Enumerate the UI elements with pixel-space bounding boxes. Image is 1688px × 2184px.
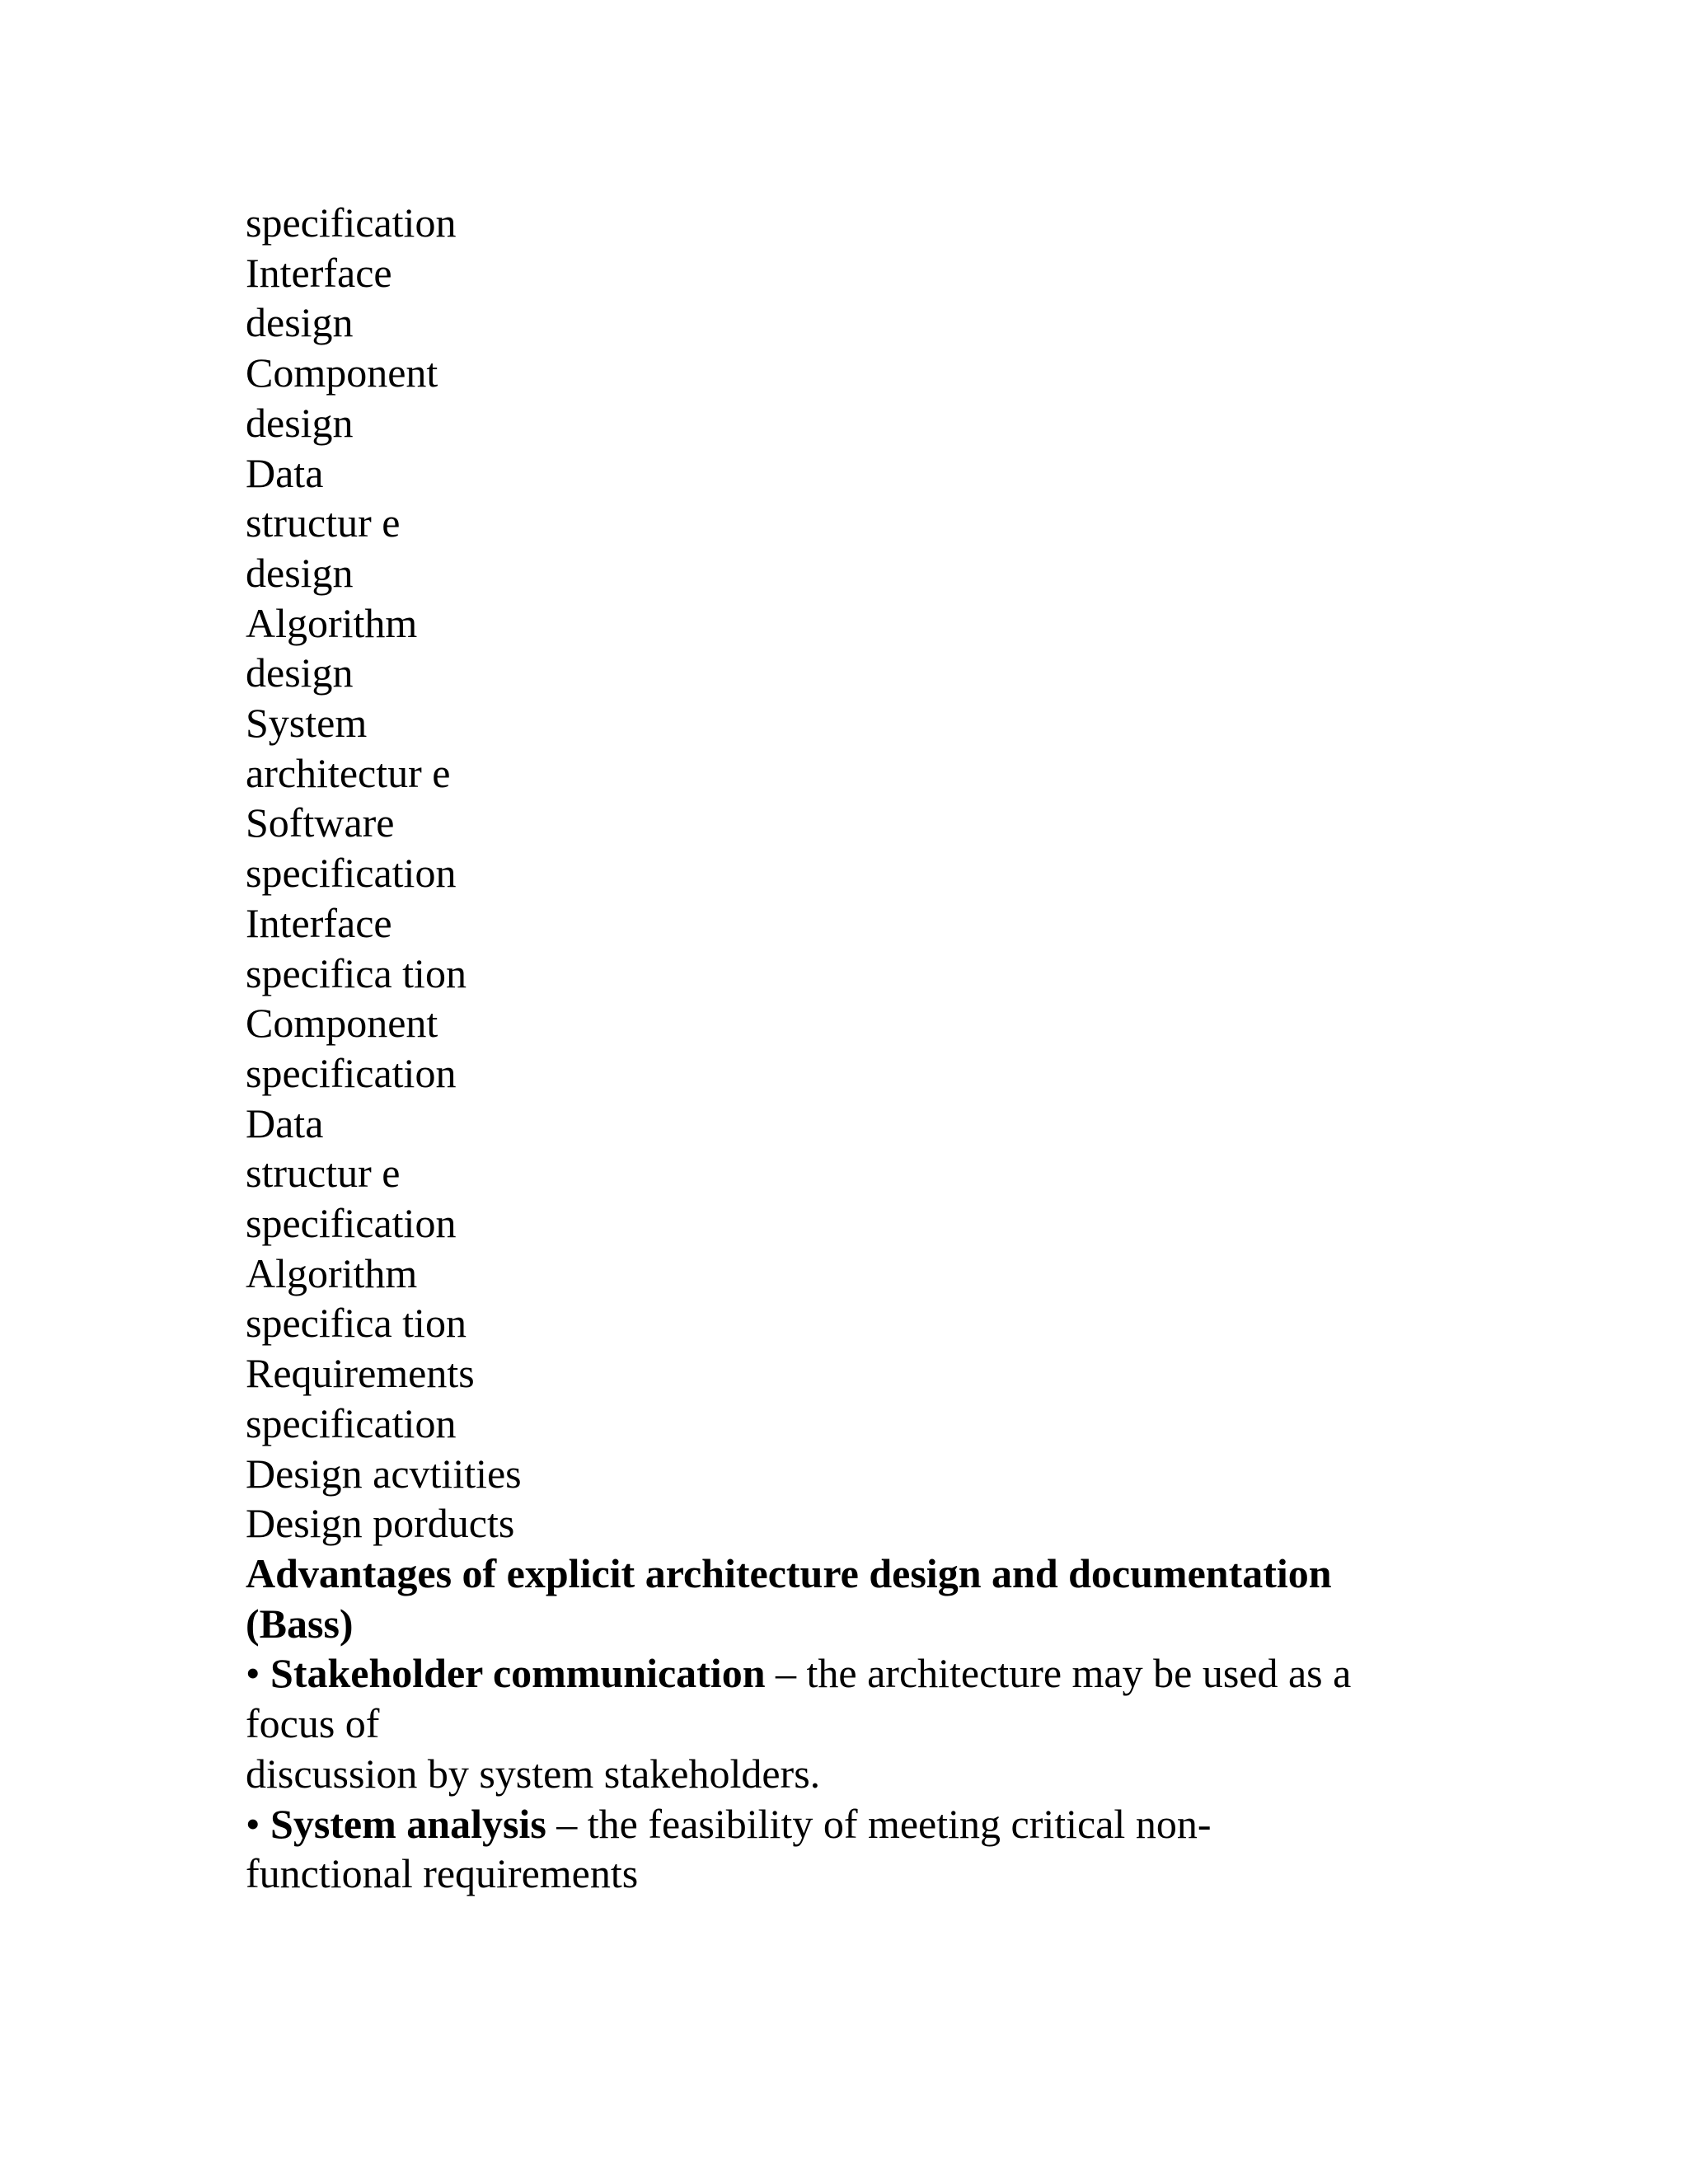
bullet-term: Stakeholder communication xyxy=(270,1650,766,1697)
bullet-text: – the feasibility of meeting critical non- xyxy=(546,1800,1212,1847)
text-line: Requirements xyxy=(246,1350,475,1397)
text-line: Data xyxy=(246,449,324,496)
text-line: Data xyxy=(246,1099,324,1146)
text-line: Interface xyxy=(246,899,392,946)
text-line: Component xyxy=(246,1000,438,1047)
text-line: structur e xyxy=(246,499,401,546)
text-line: System xyxy=(246,700,368,747)
text-line: specification xyxy=(246,1200,457,1247)
page-content xyxy=(246,198,1449,1899)
text-line: structur e xyxy=(246,1150,401,1197)
section-heading: Advantages of explicit architecture design and documentation xyxy=(246,1549,1332,1596)
text-line: specification xyxy=(246,850,457,897)
bullet-stakeholder-communication xyxy=(246,1648,1449,1699)
bullet-system-analysis xyxy=(246,1799,1449,1849)
text-line: design xyxy=(246,649,354,696)
text-line: architectur e xyxy=(246,749,451,796)
text-line: Design acvtiities xyxy=(246,1450,522,1497)
text-line: design xyxy=(246,299,354,346)
bullet-text-continued: discussion by system stakeholders. xyxy=(246,1750,821,1797)
bullet-text: – the architecture may be used as a xyxy=(765,1650,1352,1697)
bullet-text-continued: focus of xyxy=(246,1700,380,1747)
bullet-term: System analysis xyxy=(270,1800,546,1847)
bullet-text-continued: functional requirements xyxy=(246,1850,639,1897)
text-line: specification xyxy=(246,1049,457,1096)
text-line: Algorithm xyxy=(246,599,418,646)
text-line: design xyxy=(246,549,354,596)
text-line: specification xyxy=(246,1399,457,1446)
bullet-marker: • xyxy=(246,1650,271,1697)
text-line: specification xyxy=(246,199,457,246)
text-line: specifica tion xyxy=(246,949,467,996)
section-heading-continued: (Bass) xyxy=(246,1600,354,1647)
text-line: design xyxy=(246,399,354,446)
text-line: Interface xyxy=(246,249,392,296)
text-line: Software xyxy=(246,799,395,846)
bullet-marker: • xyxy=(246,1800,271,1847)
text-line: specifica tion xyxy=(246,1300,467,1347)
text-line: Algorithm xyxy=(246,1249,418,1296)
text-line: Design porducts xyxy=(246,1500,515,1547)
text-line: Component xyxy=(246,349,438,396)
